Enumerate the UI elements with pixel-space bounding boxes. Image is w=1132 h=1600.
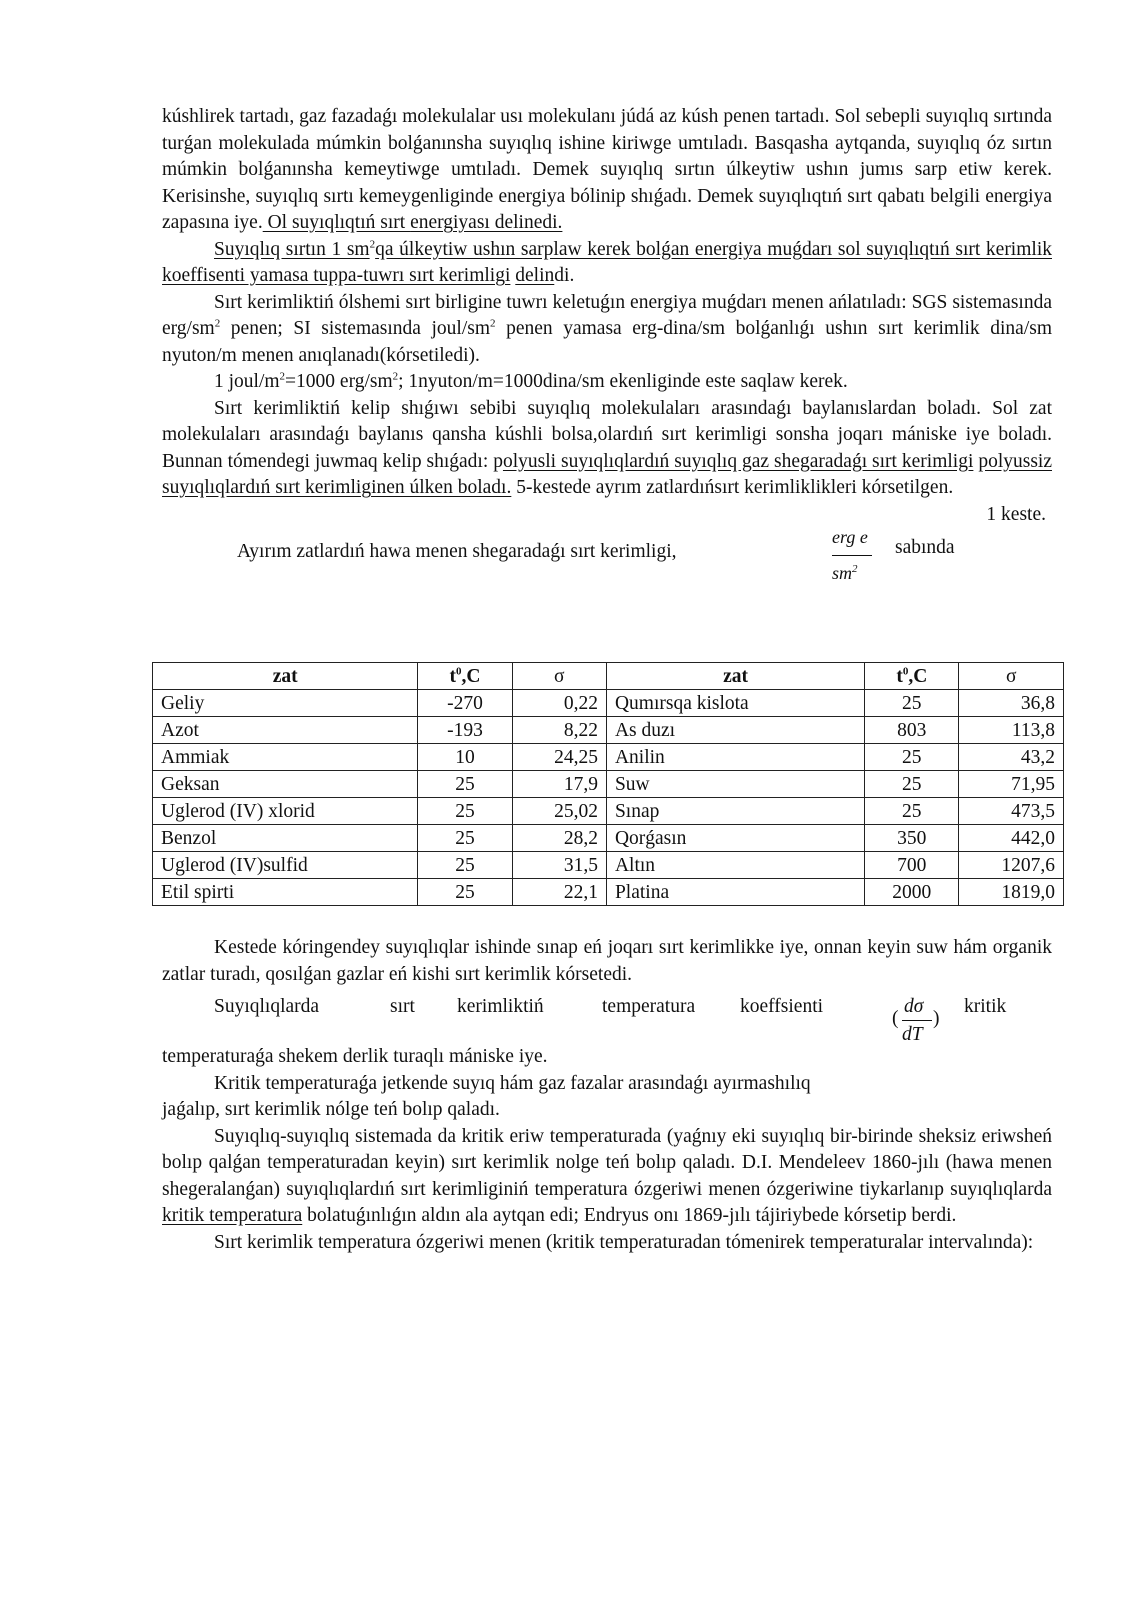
paragraph-7-continuation: temperaturaǵa shekem derlik turaqlı mániske iye.	[162, 1046, 548, 1067]
header-zat: zat	[153, 663, 418, 690]
cell-sigma: 22,1	[512, 879, 606, 906]
cell-substance: Uglerod (IV)sulfid	[153, 852, 418, 879]
cell-temperature: 25	[865, 771, 959, 798]
cell-substance: Benzol	[153, 825, 418, 852]
cell-substance: Uglerod (IV) xlorid	[153, 798, 418, 825]
table-row	[153, 798, 1064, 825]
superscript: 2	[214, 317, 221, 330]
cell-temperature: 803	[865, 717, 959, 744]
superscript: 0	[456, 665, 462, 677]
cell-sigma: 71,95	[959, 771, 1064, 798]
paragraph-2	[162, 237, 1052, 290]
table-row	[153, 744, 1064, 771]
paragraph-4	[162, 369, 1052, 396]
word: sırt	[390, 996, 415, 1017]
cell-temperature: 25	[418, 825, 512, 852]
text: =1000 erg/sm	[285, 371, 393, 392]
paragraph-9	[162, 1124, 1052, 1230]
superscript: 2	[392, 370, 399, 383]
cell-temperature: 350	[865, 825, 959, 852]
cell-sigma: 24,25	[512, 744, 606, 771]
word: koeffsienti	[740, 996, 824, 1017]
fraction-numerator: dσ	[904, 996, 924, 1017]
cell-substance: Ammiak	[153, 744, 418, 771]
cell-substance: Geksan	[153, 771, 418, 798]
table-row	[153, 771, 1064, 798]
cell-temperature: 25	[418, 879, 512, 906]
fraction-denominator: dT	[902, 1024, 923, 1045]
cell-sigma: 36,8	[959, 690, 1064, 717]
cell-sigma: 43,2	[959, 744, 1064, 771]
underlined-text: Ol suyıqlıqtıń sırt	[262, 212, 411, 233]
word: kritik	[964, 996, 1007, 1017]
underlined-text: energiyası delinedi.	[410, 212, 563, 233]
cell-sigma: 31,5	[512, 852, 606, 879]
underlined-text: Suyıqlıq sırtın 1 sm	[214, 238, 370, 260]
cell-temperature: 10	[418, 744, 512, 771]
table-row	[153, 717, 1064, 744]
cell-temperature: 2000	[865, 879, 959, 906]
cell-substance: Azot	[153, 717, 418, 744]
body-text-after-table	[162, 935, 1052, 1256]
header-temperature	[418, 663, 512, 690]
table-number: 1 keste.	[986, 503, 1046, 525]
table-header-row	[153, 663, 1064, 690]
cell-substance: Etil spirti	[153, 879, 418, 906]
header-sigma: σ	[512, 663, 606, 690]
text: di.	[554, 265, 575, 286]
cell-substance: Qumırsqa kislota	[606, 690, 864, 717]
cell-temperature: 700	[865, 852, 959, 879]
text: Sırt kerimliktiń ólshemi sırt birligine tuwrı keletuǵın energiya muǵdarı menen ańlatıladı: SGS sistemasında erg/sm	[162, 291, 1052, 339]
cell-temperature: 25	[865, 744, 959, 771]
text: kúshlirek tartadı, gaz fazadaǵı molekulalar usı molekulanı júdá az kúsh penen tartadı. Sol sebepli suyıqlıq sırtında turǵan molekulada múmkin bolǵanınsha suyıqlıq ishine kiriwge umtıladı. Basqasha aytqanda, suyıqlıq óz sırtın múmkin bolǵanınsha kemeytiwge umtıladı. Demek suyıqlıq sırtın úlkeytiw ushın jumıs sarp etiw kerek. Kerisinshe, suyıqlıq sırtı kemeygenliginde energiya bólinip shıǵadı. Demek suyıqlıqtıń sırt qabatı belgili energiya zapasına iye.	[162, 106, 1052, 233]
paragraph-10: Sırt kerimlik temperatura ózgeriwi menen (kritik temperaturadan tómenirek temperaturalar intervalında):	[214, 1231, 1034, 1253]
denominator-text: sm	[832, 562, 853, 583]
unit-suffix: sabında	[895, 536, 955, 558]
cell-sigma: 25,02	[512, 798, 606, 825]
underlined-text: delin	[515, 265, 555, 286]
fraction-denominator	[832, 560, 858, 587]
cell-temperature: 25	[865, 690, 959, 717]
text: Kritik temperaturaǵa jetkende suyıq hám gaz fazalar arasındaǵı ayırmashılıq	[214, 1072, 811, 1094]
table-row	[153, 852, 1064, 879]
table-title: Ayırım zatlardıń hawa menen shegaradaǵı sırt kerimligi,	[237, 540, 677, 562]
cell-sigma: 1207,6	[959, 852, 1064, 879]
coefficient-line	[162, 988, 1052, 1044]
body-text	[162, 104, 1052, 588]
text: Sırt kerimliktiń kelip shıǵıwı sebibi suyıqlıq molekulaları arasındaǵı baylanıslardan boladı. Sol zat molekulaları arasındaǵı baylanıs qansha kúshli bolsa,olardıń sırt kerimligi sonsha joqarı mániske iye boladı. Bunnan tómendegi juwmaq kelip shıǵadı: p	[162, 397, 1052, 472]
cell-sigma: 17,9	[512, 771, 606, 798]
header-c: ,C	[461, 665, 481, 687]
text: bolatuǵınlıǵın aldın ala aytqan edi; Endryus onı 1869-jılı tájiriybede kórsetip berdi.	[302, 1205, 957, 1226]
cell-temperature: 25	[418, 771, 512, 798]
superscript: 2	[852, 562, 858, 575]
cell-temperature: 25	[418, 852, 512, 879]
header-temperature-2	[865, 663, 959, 690]
underlined-text: qa úlkeytiw ushın sarplaw kerek bolǵan energiya muǵdarı sol suyıqlıqtıń sırt kerimlik koeffisenti yamasa tuppa-tuwrı sırt kerimligi	[162, 238, 1052, 286]
cell-substance: Geliy	[153, 690, 418, 717]
table-row	[153, 879, 1064, 906]
cell-sigma: 28,2	[512, 825, 606, 852]
paragraph-8-continuation: jaǵalıp, sırt kerimlik nólge teń bolıp qaladı.	[162, 1099, 500, 1120]
fraction-numerator: erg e	[832, 526, 868, 547]
header-t: t	[449, 665, 457, 687]
superscript: 0	[902, 665, 909, 677]
word: temperatura	[602, 996, 696, 1017]
cell-substance: Altın	[606, 852, 864, 879]
word: Suyıqlıqlarda	[214, 996, 320, 1017]
cell-substance: As duzı	[606, 717, 864, 744]
header-zat-2: zat	[606, 663, 864, 690]
underlined-text: polyussiz suyıqlıqlardıń sırt kerimliginen úlken boladı.	[162, 450, 1052, 498]
cell-temperature: 25	[865, 798, 959, 825]
cell-sigma: 8,22	[512, 717, 606, 744]
cell-sigma: 442,0	[959, 825, 1064, 852]
fraction-bar	[832, 555, 872, 556]
cell-substance: Qorǵasın	[606, 825, 864, 852]
underlined-text: olyusli suyıqlıqlardıń suyıqlıq gaz shegaradaǵı sırt kerimligi	[502, 450, 974, 472]
text: penen; SI sistemasında joul/sm	[220, 318, 491, 339]
cell-temperature: -193	[418, 717, 512, 744]
text: penen yamasa erg-dina/sm bolǵanlıǵı ushın sırt kerimlik dina/sm nyuton/m menen anıqlanadı(kórsetiledi).	[162, 318, 1052, 366]
underlined-text: kritik temperatura	[162, 1205, 303, 1226]
cell-substance: Suw	[606, 771, 864, 798]
cell-sigma: 113,8	[959, 717, 1064, 744]
paragraph-6: Kestede kóringendey suyıqlıqlar ishinde sınap eń joqarı sırt kerimlikke iye, onnan keyin suw hám organik zatlar turadı, qosılǵan gazlar eń kishi sırt kerimlik kórsetedi.	[162, 937, 1052, 985]
cell-substance: Sınap	[606, 798, 864, 825]
text: 1 joul/m	[214, 371, 280, 392]
header-c: ,C	[908, 665, 928, 687]
cell-substance: Platina	[606, 879, 864, 906]
table-row	[153, 825, 1064, 852]
cell-sigma: 473,5	[959, 798, 1064, 825]
fraction-bar	[902, 1020, 932, 1021]
text: 5-kestede ayrım zatlardıńsırt kerimliklikleri kórsetilgen.	[511, 477, 954, 498]
cell-substance: Anilin	[606, 744, 864, 771]
text: Suyıqlıq-suyıqlıq sistemada da kritik eriw temperaturada (yaǵnıy eki suyıqlıq bir-birinde sheksiz eriwsheń bolıp qalǵan temperaturadan keyin) sırt kerimlik nolge teń bolıp qaladı. D.I. Mendeleev 1860-jılı (hawa menen shegeralanǵan) suyıqlıqlardıń sırt kerimliginiń temperatura ózgeriwi menen ózgeriwine tiykarlanıp suyıqlıqlarda	[162, 1125, 1052, 1200]
superscript: 2	[279, 370, 286, 383]
cell-temperature: 25	[418, 798, 512, 825]
header-t: t	[896, 665, 903, 687]
paragraph-1	[162, 104, 1052, 237]
superscript: 2	[490, 317, 496, 330]
cell-sigma: 1819,0	[959, 879, 1064, 906]
paragraph-5	[162, 396, 1052, 502]
cell-sigma: 0,22	[512, 690, 606, 717]
cell-temperature: -270	[418, 690, 512, 717]
superscript: 2	[369, 238, 376, 250]
header-sigma-2: σ	[959, 663, 1064, 690]
table-row	[153, 690, 1064, 717]
word: kerimliktiń	[457, 996, 544, 1017]
text: ; 1nyuton/m=1000dina/sm ekenliginde este saqlaw kerek.	[398, 371, 848, 392]
paragraph-8	[162, 1071, 1052, 1098]
table-caption	[162, 502, 1052, 588]
left-paren: (	[892, 1008, 899, 1029]
paragraph-3	[162, 290, 1052, 370]
surface-tension-table	[152, 662, 1064, 906]
right-paren: )	[933, 1008, 940, 1029]
